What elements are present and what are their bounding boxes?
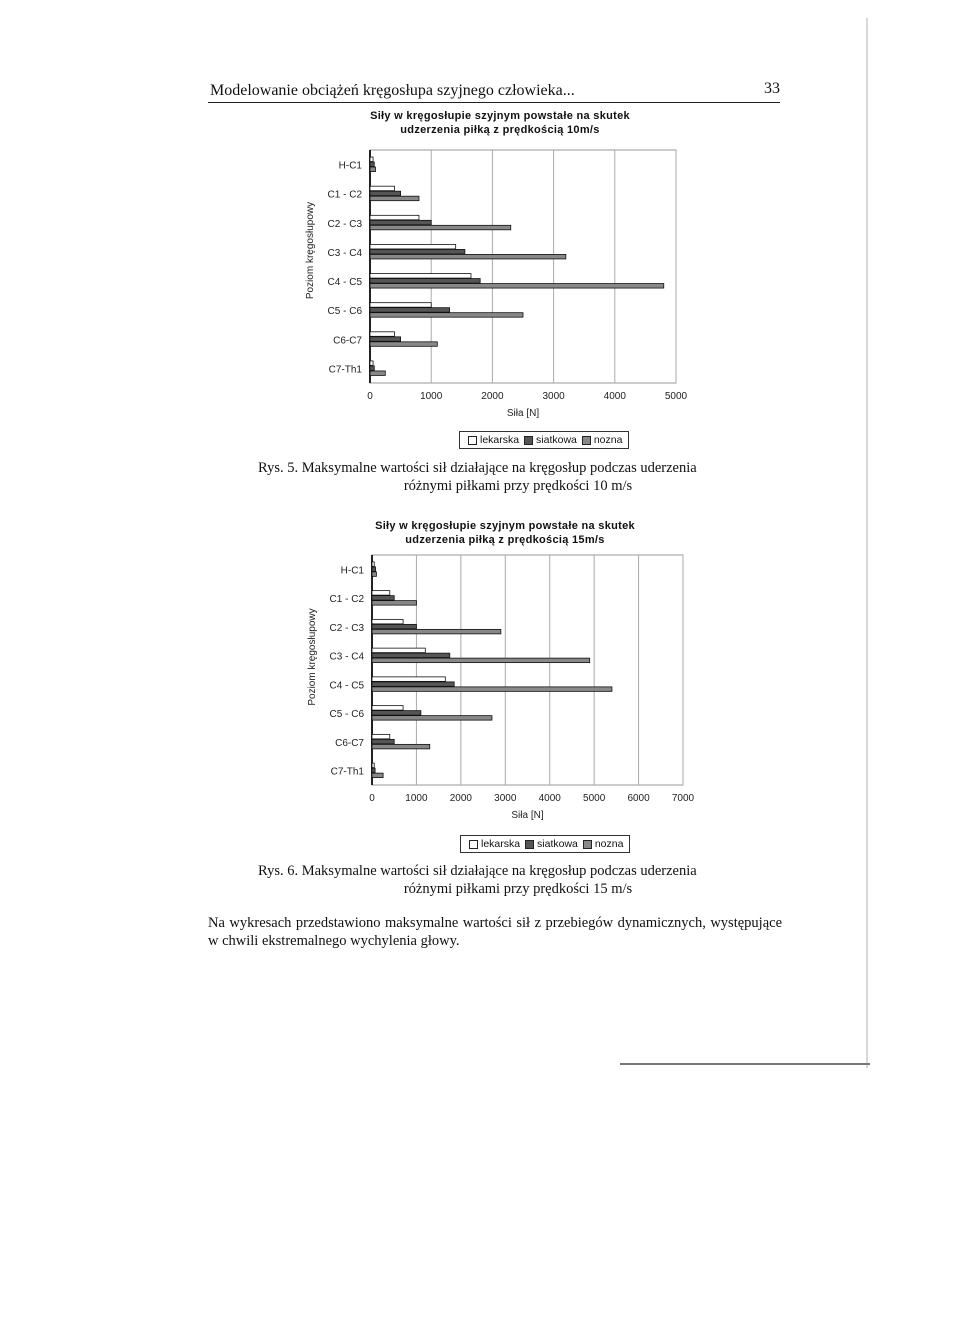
y-tick-label: C2 - C3 bbox=[329, 622, 364, 634]
x-tick-label: 7000 bbox=[671, 793, 695, 804]
bar-siatkowa bbox=[372, 567, 376, 572]
bar-nozna bbox=[372, 716, 492, 721]
chart2-title-line2: udzerzenia piłką z prędkością 15m/s bbox=[405, 534, 605, 546]
figure5-caption-line2: różnymi piłkami przy prędkości 10 m/s bbox=[403, 478, 633, 494]
chart2-title-line1: Siły w kręgosłupie szyjnym powstałe na skutek bbox=[375, 520, 635, 532]
x-tick-label: 0 bbox=[369, 793, 375, 804]
page-bottom-rule bbox=[620, 1063, 870, 1065]
y-axis-title: Poziom kręgosłupowy bbox=[307, 608, 318, 706]
chart2-legend-1: siatkowa bbox=[537, 838, 578, 850]
x-tick-label: 4000 bbox=[603, 391, 626, 402]
plot-frame bbox=[372, 555, 683, 785]
x-axis-title: Siła [N] bbox=[511, 810, 544, 821]
bar-siatkowa bbox=[372, 653, 450, 658]
page-number: 33 bbox=[764, 80, 780, 97]
bar-nozna bbox=[372, 658, 590, 663]
chart1-title-line2: udzerzenia piłką z prędkością 10m/s bbox=[400, 124, 600, 136]
y-tick-label: C7-Th1 bbox=[328, 364, 362, 376]
legend-swatch-nozna bbox=[583, 840, 592, 849]
bar-lekarska bbox=[372, 763, 374, 768]
x-tick-label: 5000 bbox=[583, 793, 606, 804]
y-tick-label: C7-Th1 bbox=[330, 766, 364, 778]
x-tick-label: 3000 bbox=[494, 793, 517, 804]
bar-siatkowa bbox=[372, 682, 454, 687]
y-tick-label: C6-C7 bbox=[333, 335, 362, 347]
bar-siatkowa bbox=[372, 596, 394, 601]
bar-nozna bbox=[372, 629, 501, 634]
bar-lekarska bbox=[372, 734, 390, 739]
x-tick-label: 3000 bbox=[542, 391, 565, 402]
bar-nozna bbox=[372, 744, 430, 749]
x-tick-label: 4000 bbox=[538, 793, 561, 804]
y-tick-label: C5 - C6 bbox=[327, 306, 362, 318]
y-tick-label: C5 - C6 bbox=[329, 709, 364, 721]
y-tick-label: C1 - C2 bbox=[327, 189, 362, 201]
bar-siatkowa bbox=[372, 711, 421, 716]
x-tick-label: 2000 bbox=[449, 793, 472, 804]
chart1-legend-2: nozna bbox=[593, 434, 623, 446]
x-tick-label: 5000 bbox=[664, 391, 688, 402]
bar-siatkowa bbox=[372, 739, 394, 744]
y-tick-label: C4 - C5 bbox=[327, 277, 362, 289]
y-tick-label: C1 - C2 bbox=[329, 594, 364, 606]
chart2-legend-2: nozna bbox=[594, 838, 624, 850]
y-tick-label: C2 - C3 bbox=[327, 218, 362, 230]
chart1-legend-0: lekarska bbox=[480, 434, 520, 446]
y-tick-label: C4 - C5 bbox=[329, 680, 364, 692]
legend-swatch-lekarska bbox=[469, 840, 478, 849]
running-title: Modelowanie obciążeń kręgosłupa szyjnego człowieka... bbox=[210, 82, 575, 99]
figure6-caption-line2: różnymi piłkami przy prędkości 15 m/s bbox=[403, 881, 633, 897]
figure5-caption-line1: Rys. 5. Maksymalne wartości sił działające na kręgosłup podczas uderzenia bbox=[258, 460, 697, 476]
bar-lekarska bbox=[372, 562, 374, 567]
figure6-caption-line1: Rys. 6. Maksymalne wartości sił działające na kręgosłup podczas uderzenia bbox=[258, 863, 697, 879]
chart1-title-line1: Siły w kręgosłupie szyjnym powstałe na skutek bbox=[370, 110, 630, 122]
x-tick-label: 2000 bbox=[481, 391, 504, 402]
chart2-legend-0: lekarska bbox=[481, 838, 521, 850]
bar-nozna bbox=[372, 773, 383, 778]
bar-lekarska bbox=[372, 619, 403, 624]
figure6-caption bbox=[258, 862, 778, 898]
y-tick-label: C6-C7 bbox=[335, 737, 364, 749]
x-tick-label: 6000 bbox=[627, 793, 650, 804]
y-tick-label: C3 - C4 bbox=[327, 247, 362, 259]
chart1-legend-1: siatkowa bbox=[536, 434, 577, 446]
y-axis-title: Poziom kręgosłupowy bbox=[305, 201, 316, 300]
y-tick-label: H-C1 bbox=[340, 565, 364, 577]
body-paragraph: Na wykresach przedstawiono maksymalne wartości sił z przebiegów dynamicznych, występujące w chwili ekstremalnego wychylenia głowy. bbox=[208, 915, 782, 949]
bar-nozna bbox=[372, 687, 612, 692]
bar-lekarska bbox=[372, 677, 445, 682]
bar-siatkowa bbox=[372, 768, 375, 773]
bar-nozna bbox=[372, 601, 416, 606]
chart2-legend bbox=[460, 835, 630, 853]
x-tick-label: 0 bbox=[367, 391, 373, 402]
legend-swatch-siatkowa bbox=[525, 840, 534, 849]
y-tick-label: H-C1 bbox=[338, 160, 362, 172]
bar-siatkowa bbox=[372, 624, 416, 629]
bar-lekarska bbox=[372, 591, 390, 596]
bar-lekarska bbox=[372, 706, 403, 711]
bar-nozna bbox=[372, 572, 376, 577]
bar-lekarska bbox=[372, 648, 425, 653]
x-axis-title: Siła [N] bbox=[506, 408, 540, 419]
x-tick-label: 1000 bbox=[420, 391, 443, 402]
x-tick-label: 1000 bbox=[405, 793, 428, 804]
y-tick-label: C3 - C4 bbox=[329, 651, 364, 663]
